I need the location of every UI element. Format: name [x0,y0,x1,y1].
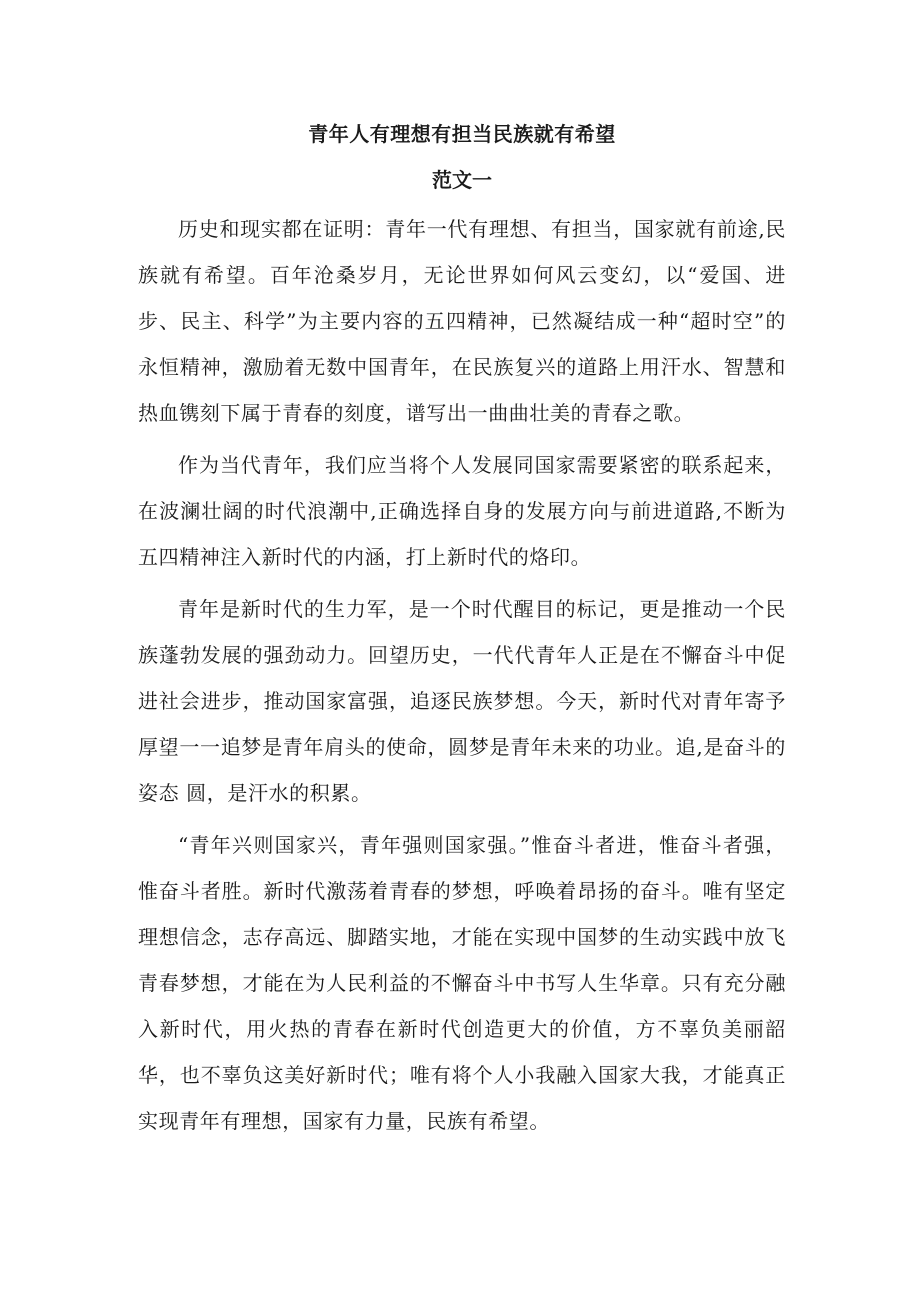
paragraph-1: 历史和现实都在证明：青年一代有理想、有担当，国家就有前途,民族就有希望。百年沧桑岁月，无论世界如何风云变幻，以“爱国、进步、民主、科学”为主要内容的五四精神，已然凝结成一种“超时空”的永恒精神，激励着无数中国青年，在民族复兴的道路上用汗水、智慧和热血镌刻下属于青春的刻度，谱写出一曲曲壮美的青春之歌。 [138,217,786,425]
document-title: 青年人有理想有担当民族就有希望 [308,122,616,146]
document-subtitle: 范文一 [432,168,492,192]
paragraph-2: 作为当代青年，我们应当将个人发展同国家需要紧密的联系起来，在波澜壮阔的时代浪潮中,正确选择自身的发展方向与前进道路,不断为五四精神注入新时代的内涵，打上新时代的烙印。 [138,453,786,569]
paragraph-3: 青年是新时代的生力军，是一个时代醒目的标记，更是推动一个民族蓬勃发展的强劲动力。回望历史，一代代青年人正是在不懈奋斗中促进社会进步，推动国家富强，追逐民族梦想。今天，新时代对青年寄予厚望一一追梦是青年肩头的使命，圆梦是青年未来的功业。追,是奋斗的姿态 圆，是汗水的积累。 [138,597,786,805]
paragraph-4: “青年兴则国家兴，青年强则国家强。”惟奋斗者进，惟奋斗者强，惟奋斗者胜。新时代激荡着青春的梦想，呼唤着昂扬的奋斗。唯有坚定理想信念，志存高远、脚踏实地，才能在实现中国梦的生动实践中放飞青春梦想，才能在为人民利益的不懈奋斗中书写人生华章。只有充分融入新时代，用火热的青春在新时代创造更大的价值，方不辜负美丽韶华，也不辜负这美好新时代；唯有将个人小我融入国家大我，才能真正实现青年有理想，国家有力量，民族有希望。 [138,833,786,1133]
